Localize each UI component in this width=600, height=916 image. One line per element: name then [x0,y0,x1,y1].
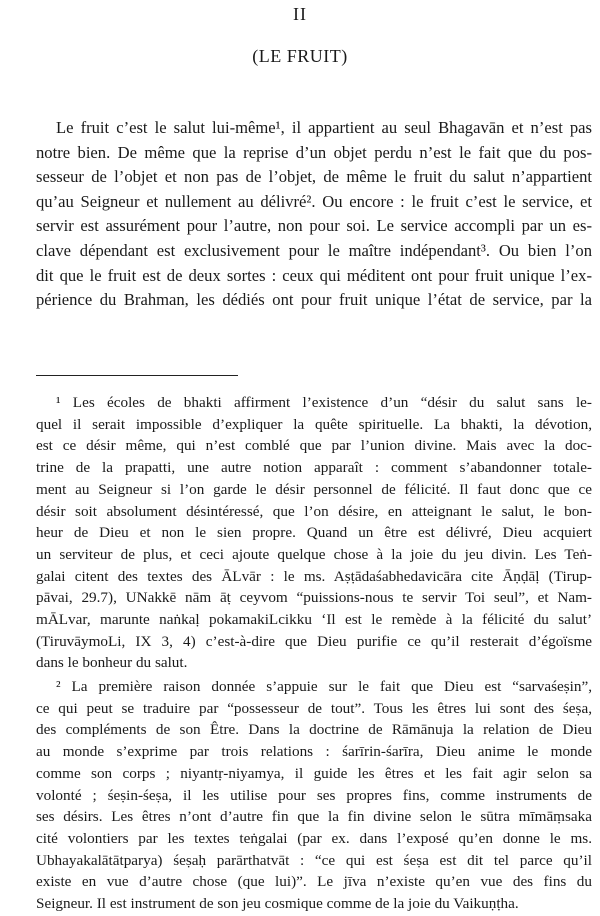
footnote-line: ² La première raison donnée s’appuie sur le fait que Dieu est “sarvaśeṣin”, [56,678,592,695]
footnote-line: dans le bonheur du salut. [36,654,188,672]
footnote-line: Seigneur. Il est instrument de son jeu cosmique comme de la joie du Vaikuṇṭha. [36,895,519,913]
main-paragraph [36,116,592,313]
footnote-line: galai citent des textes des ĀLvār : le ms. Aṣṭādaśabhedavicāra cite Āṇḍāḷ (Tirup- [36,567,592,585]
footnote-line: cité volontiers par les textes teṅgalai (par ex. dans l’exposé qu’en donne le ms. [36,829,592,847]
body-line: sesseur de l’objet et non pas de l’objet, de même le fruit du salut n’appartient [36,167,592,187]
footnote-separator [36,375,238,376]
footnote-line: ment au Seigneur si l’on garde le désir personnel de félicité. Il faut donc que ce [36,480,592,498]
body-line: clave dépendant est exclusivement pour le maître indépendant³. Ou bien l’on [36,240,592,260]
footnote-line: (TiruvāymoLi, IX 3, 4) c’est-à-dire que Dieu purifie ce qu’il resterait d’égoïsme [36,632,592,650]
footnote-line: existe en vue d’autre chose (que lui)”. Le jīva n’existe qu’en vue des fins du [36,873,592,891]
footnote-line: un serviteur de plus, et ceci ajoute quelque chose à la joie du jeu divin. Les Teṅ- [36,545,592,563]
body-line: dit que le fruit est de deux sortes : ceux qui méditent ont pour fruit unique l’ex- [36,265,592,285]
footnote-line: heur de Dieu et non le sien propre. Quand un être est délivré, Dieu acquiert [36,524,592,542]
body-line: Le fruit c’est le salut lui-même¹, il appartient au seul Bhagavān et n’est pas [56,118,592,137]
footnote-line: au monde s’exprime par trois relations : śarīrin-śarīra, Dieu anime le monde [36,743,592,761]
footnote-line: quel il serait impossible d’expliquer la quête spirituelle. La bhakti, la dévotion, [36,415,592,433]
chapter-number: II [293,4,307,24]
footnote-line: ses désirs. Les êtres n’ont d’autre fin que la fin divine selon le sūtra mīmāṃsaka [36,808,592,826]
footnote-line: mĀLvar, marunte naṅkaḷ pokamakiLcikku ‘Il est le remède à la félicité du salut’ [36,611,592,629]
footnote-line: pāvai, 29.7), UNakkē nām āṭ ceyvom “puissions-nous te servir Toi seul”, et Nam- [36,589,592,607]
footnote-line: volonté ; śeṣin-śeṣa, il les utilise pour ses propres fins, comme instruments de [36,786,592,804]
footnote-line: désir soit absolument désintéressé, que l’on désire, en atteignant le salut, le bon- [36,502,592,520]
footnote-line: Ubhayakalātātparya) śeṣaḥ parārthatvāt : “ce qui est śeṣa est dit tel parce qu’il [36,851,592,869]
footnote-1 [36,392,592,674]
footnote-line: des compléments de son Être. Dans la doctrine de Rāmānuja la relation de Dieu [36,721,592,739]
body-line: qu’au Seigneur et nullement au délivré². Ou encore : le fruit c’est le service, et [36,191,592,211]
footnote-line: ¹ Les écoles de bhakti affirment l’existence d’un “désir du salut sans le- [56,394,592,411]
footnote-line: trine de la prapatti, une autre notion apparaît : comment s’abandonner totale- [36,459,592,477]
body-line: servir est assurément pour l’autre, non pour soi. Le service accompli par un es- [36,216,592,236]
footnote-line: comme son corps ; niyantṛ-niyamya, il guide les êtres et les fait agir selon sa [36,764,592,782]
footnote-line: ce qui peut se traduire par “possesseur de tout”. Tous les êtres lui sont des śeṣa, [36,699,592,717]
chapter-title: (LE FRUIT) [252,46,348,66]
body-line: notre bien. De même que la reprise d’un objet perdu n’est le fait que du pos- [36,142,592,162]
footnote-line: est ce désir même, qui n’est comblé que par l’union divine. Mais avec la doc- [36,437,592,455]
body-line: périence du Brahman, les dédiés ont pour fruit unique l’état de service, par la [36,290,592,310]
footnote-2 [36,676,592,915]
